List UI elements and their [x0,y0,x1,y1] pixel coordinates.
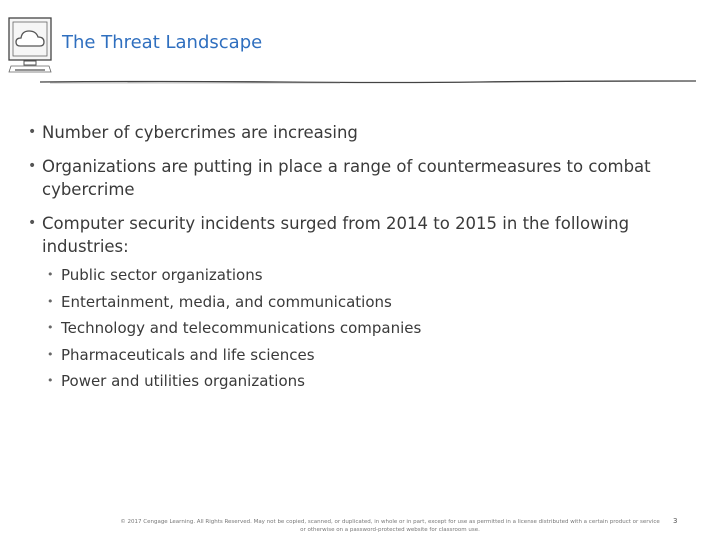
list-item [28,155,678,201]
bullet-dot: • [47,374,54,387]
title-divider [40,71,696,79]
bullet-dot: • [28,215,37,231]
bullet-dot: • [47,268,54,281]
bullet-dot: • [47,294,54,308]
bullet-dot: • [28,124,37,140]
industry-text: Public sector organizations [61,266,263,284]
list-item [47,369,654,396]
list-item [47,316,654,343]
list-item [28,121,678,144]
industry-text: Technology and telecommunications companies [61,319,422,337]
list-item [47,343,654,370]
industry-text: Entertainment, media, and communications [61,292,392,311]
bullet-text: Organizations are putting in place a range of countermeasures to combat cybercrime [42,157,651,199]
bullet-dot: • [28,158,37,174]
copyright-footer: © 2017 Cengage Learning. All Rights Reserved. May not be copied, scanned, or duplicated, in whole or in part, except for use as permitted in a license distributed with a certain product or service or otherwise on a password-protected website for classroom use. [120,519,660,533]
list-item [47,263,654,290]
page-number: 3 [673,517,678,525]
bullet-list [28,121,678,269]
bullet-text: Computer security incidents surged from 2014 to 2015 in the following industries: [42,214,630,256]
industry-text: Pharmaceuticals and life sciences [61,345,315,364]
list-item [28,212,678,258]
bullet-text: Number of cybercrimes are increasing [42,123,358,142]
industry-text: Power and utilities organizations [61,372,305,390]
page-title: The Threat Landscape [62,32,263,53]
list-item [47,290,654,317]
cloud-computer-icon [7,16,57,74]
industry-list [47,263,654,396]
bullet-dot: • [47,347,54,361]
bullet-dot: • [47,321,54,334]
